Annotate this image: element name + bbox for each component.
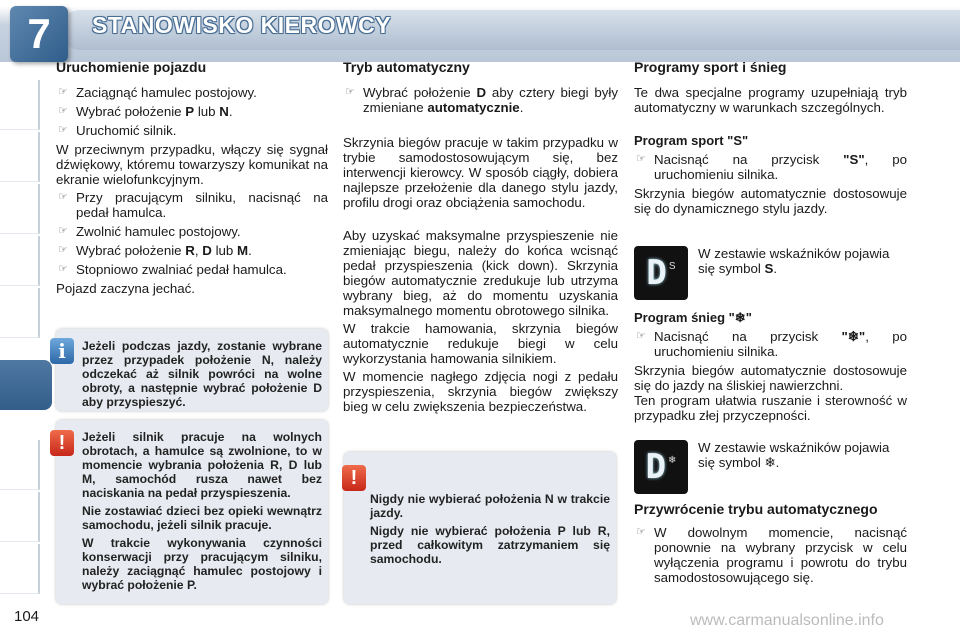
list-item-text: Uruchomić silnik. bbox=[76, 123, 177, 138]
paragraph: Pojazd zaczyna jechać. bbox=[56, 281, 195, 296]
list-item-text: Zaciągnąć hamulec postojowy. bbox=[76, 85, 257, 100]
warning-box bbox=[56, 420, 328, 604]
list-item-text: Wybrać położenie P lub N. bbox=[76, 104, 233, 119]
paragraph: W przeciwnym przypadku, włączy się sygnał dźwiękowy, któremu towarzyszy komunikat na ekranie wielofunkcyjnym. bbox=[56, 142, 328, 187]
section-title-reset: Przywrócenie trybu automatycznego bbox=[634, 501, 878, 517]
side-tab[interactable] bbox=[0, 132, 40, 182]
list-item-text: W dowolnym momencie, nacisnąć ponownie na wybrany przycisk w celu wyłączenia programu i powrotu do trybu samodostosowującego się. bbox=[654, 525, 907, 585]
pointing-hand-icon: ☞ bbox=[636, 330, 646, 342]
list-item-text: Wybrać położenie R, D lub M. bbox=[76, 243, 252, 258]
paragraph: Skrzynia biegów pracuje w takim przypadku w trybie samodostosowującym się, bez interwencji kierowcy. W sposób ciągły, dobiera najlepsze przełożenie dla danego stylu jazdy, profilu drogi oraz obciążenia samochodu. bbox=[343, 135, 618, 210]
sport-symbol: S bbox=[668, 260, 676, 272]
subheading-sport: Program sport "S" bbox=[634, 133, 749, 148]
list-item bbox=[56, 85, 328, 100]
paragraph: W momencie nagłego zdjęcia nogi z pedału przyspieszenia, skrzynia biegów zwiększy bieg w celu zwiększenia bezpieczeństwa. bbox=[343, 369, 618, 414]
display-caption: W zestawie wskaźników pojawia się symbol S. bbox=[698, 246, 890, 276]
paragraph: Aby uzyskać maksymalne przyspieszenie nie zmieniając biegu, należy do końca wcisnąć pedał przyspieszenia (kick down). Skrzynia biegów automatycznie zredukuje lub utrzyma wybrany bieg, aż do momentu uzyskania maksymalnego momentu obrotowego silnika. bbox=[343, 228, 618, 318]
side-tab[interactable] bbox=[0, 184, 40, 234]
list-item bbox=[56, 190, 328, 220]
side-tab[interactable] bbox=[0, 288, 40, 338]
pointing-hand-icon: ☞ bbox=[58, 124, 68, 136]
warning-icon: ! bbox=[50, 430, 74, 456]
display-caption: W zestawie wskaźników pojawia się symbol ❄. bbox=[698, 440, 890, 470]
pointing-hand-icon: ☞ bbox=[636, 526, 646, 538]
side-tab[interactable] bbox=[0, 440, 40, 490]
side-tab[interactable] bbox=[0, 544, 40, 594]
snow-section bbox=[634, 310, 907, 423]
side-tab[interactable] bbox=[0, 236, 40, 286]
watermark: www.carmanualsonline.info bbox=[690, 612, 884, 629]
list-item bbox=[634, 152, 907, 182]
warning-icon: ! bbox=[342, 465, 366, 491]
chapter-title: STANOWISKO KIEROWCY bbox=[92, 12, 392, 38]
reset-section bbox=[634, 502, 907, 589]
list-item bbox=[56, 243, 328, 258]
paragraph: Skrzynia biegów automatycznie dostosowuje się do jazdy na śliskiej nawierzchni. bbox=[634, 363, 907, 393]
list-item bbox=[634, 525, 907, 585]
paragraph: Skrzynia biegów automatycznie dostosowuje się do dynamicznego stylu jazdy. bbox=[634, 186, 907, 216]
gear-digit: D bbox=[645, 447, 667, 487]
info-box bbox=[56, 329, 328, 411]
column-automatic-mode bbox=[343, 60, 618, 417]
info-icon: i bbox=[50, 338, 74, 364]
side-tab-active[interactable] bbox=[0, 360, 52, 410]
list-item-text: Przy pracującym silniku, nacisnąć na pedał hamulca. bbox=[76, 190, 328, 220]
paragraph: Te dwa specjalne programy uzupełniają tryb automatyczny w warunkach szczególnych. bbox=[634, 85, 907, 115]
list-item-text: Nacisnąć na przycisk "S", po uruchomieniu silnika. bbox=[654, 152, 907, 182]
chapter-side-tabs bbox=[0, 60, 46, 620]
list-item bbox=[56, 224, 328, 239]
warning-box bbox=[344, 452, 616, 604]
list-item bbox=[56, 104, 328, 119]
list-item-text: Zwolnić hamulec postojowy. bbox=[76, 224, 241, 239]
pointing-hand-icon: ☞ bbox=[58, 86, 68, 98]
gear-display-snow bbox=[634, 440, 688, 494]
pointing-hand-icon: ☞ bbox=[58, 225, 68, 237]
snowflake-icon: ❄ bbox=[668, 454, 677, 466]
list-item bbox=[634, 329, 907, 359]
paragraph: W trakcie hamowania, skrzynia biegów automatycznie redukuje biegi w celu wykorzystania hamowania silnikiem. bbox=[343, 321, 618, 366]
subheading-snow: Program śnieg "❄" bbox=[634, 310, 752, 325]
page-header bbox=[0, 0, 960, 62]
gear-display-sport bbox=[634, 246, 688, 300]
list-item bbox=[56, 123, 328, 138]
column-sport-snow bbox=[634, 60, 907, 219]
chapter-number-tab: 7 bbox=[10, 6, 68, 62]
info-box-text: Jeżeli podczas jazdy, zostanie wybrane przez przypadek położenie N, należy odczekać aż silnik powróci na wolne obroty, a następnie wybrać położenie D aby przyspieszyć. bbox=[82, 339, 323, 409]
pointing-hand-icon: ☞ bbox=[58, 244, 68, 256]
pointing-hand-icon: ☞ bbox=[58, 263, 68, 275]
paragraph: Ten program ułatwia ruszanie i sterowność w przypadku złej przyczepności. bbox=[634, 393, 907, 423]
list-item-text: Nacisnąć na przycisk "❄", po uruchomieniu silnika. bbox=[654, 329, 907, 359]
gear-digit: D bbox=[646, 253, 667, 293]
warning-box-text: Nigdy nie wybierać położenia N w trakcie jazdy. Nigdy nie wybierać położenia P lub R, przed całkowitym zatrzymaniem się samochodu. bbox=[370, 492, 610, 566]
list-item bbox=[56, 262, 328, 277]
pointing-hand-icon: ☞ bbox=[636, 153, 646, 165]
section-title-start: Uruchomienie pojazdu bbox=[56, 59, 207, 75]
page-number: 104 bbox=[14, 608, 40, 625]
pointing-hand-icon: ☞ bbox=[58, 191, 68, 203]
section-title-automatic: Tryb automatyczny bbox=[343, 59, 470, 75]
list-item-text: Stopniowo zwalniać pedał hamulca. bbox=[76, 262, 287, 277]
section-title-programs: Programy sport i śnieg bbox=[634, 59, 787, 75]
list-item-text: Wybrać położenie D aby cztery biegi były zmieniane automatycznie. bbox=[363, 85, 618, 115]
warning-box-text: Jeżeli silnik pracuje na wolnych obrotach, a hamulce są zwolnione, to w momencie wybrania położenia R, D lub M, samochód rusza nawet bez naciskania na pedał przyspieszenia. Nie zostawiać dzieci bez opieki wewnątrz samochodu, jeżeli silnik pracuje. W trakcie wykonywania czynności konserwacji przy pracującym silniku, należy zaciągnąć hamulec postojowy i wybrać położenie P. bbox=[82, 430, 322, 592]
pointing-hand-icon: ☞ bbox=[345, 86, 355, 98]
side-tab[interactable] bbox=[0, 492, 40, 542]
side-tab[interactable] bbox=[0, 80, 40, 130]
pointing-hand-icon: ☞ bbox=[58, 105, 68, 117]
list-item bbox=[343, 85, 618, 115]
column-start-vehicle bbox=[56, 60, 328, 299]
